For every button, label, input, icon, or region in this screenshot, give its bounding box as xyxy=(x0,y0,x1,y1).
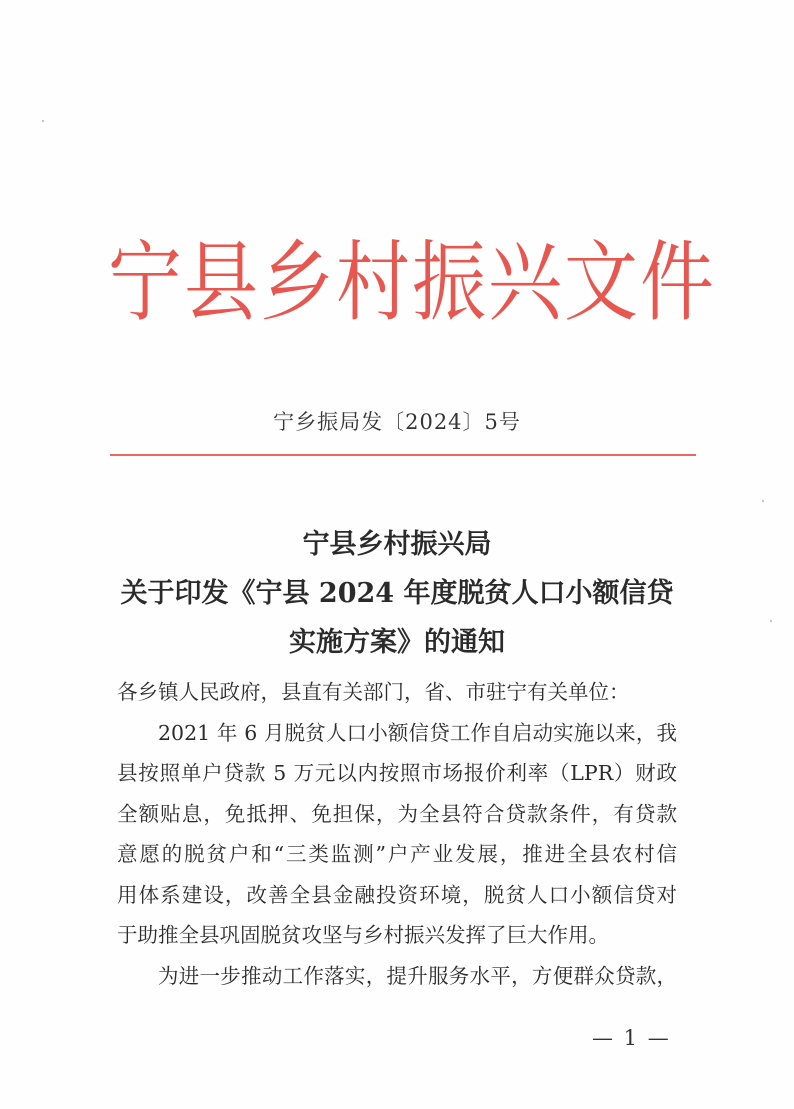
paragraph-line: 为进一步推动工作落实，提升服务水平，方便群众贷款， xyxy=(158,963,677,988)
red-header-char: 文 xyxy=(564,232,638,334)
paragraph-line: 于助推全县巩固脱贫攻坚与乡村振兴发挥了巨大作用。 xyxy=(117,923,609,947)
document-body xyxy=(117,672,677,996)
document-title xyxy=(0,520,794,667)
red-header-char: 兴 xyxy=(488,232,562,334)
paragraph-line: 用体系建设，改善全县金融投资环境，脱贫人口小额信贷对 xyxy=(117,882,677,907)
red-header-char: 县 xyxy=(184,232,258,334)
red-header-char: 乡 xyxy=(260,232,334,334)
document-number: 宁乡振局发〔2024〕5号 xyxy=(273,410,521,434)
red-header-char: 村 xyxy=(336,232,410,334)
red-header-char: 振 xyxy=(412,232,486,334)
title-line-subject-end: 实施方案》的通知 xyxy=(289,627,505,658)
red-divider-line xyxy=(110,454,696,456)
red-header-title xyxy=(108,228,714,338)
title-line-subject: 关于印发《宁县 2024 年度脱贫人口小额信贷 xyxy=(120,578,674,609)
page-number: — 1 — xyxy=(592,1026,671,1050)
scan-speck xyxy=(762,500,764,502)
paragraph-line: 意愿的脱贫户和“三类监测”户产业发展，推进全县农村信 xyxy=(117,842,677,866)
red-header-char: 宁 xyxy=(108,232,182,334)
paragraph-line: 全额贴息，免抵押、免担保，为全县符合贷款条件，有贷款 xyxy=(117,801,677,826)
title-line-issuer: 宁县乡村振兴局 xyxy=(302,529,492,560)
scan-speck xyxy=(42,120,44,122)
paragraph-line: 县按照单户贷款 5 万元以内按照市场报价利率（LPR）财政 xyxy=(117,761,677,785)
salutation: 各乡镇人民政府，县直有关部门，省、市驻宁有关单位： xyxy=(117,680,630,704)
paragraph-line: 2021 年 6 月脱贫人口小额信贷工作自启动实施以来，我 xyxy=(158,720,677,745)
scan-speck xyxy=(770,620,772,622)
red-header-char: 件 xyxy=(640,232,714,334)
